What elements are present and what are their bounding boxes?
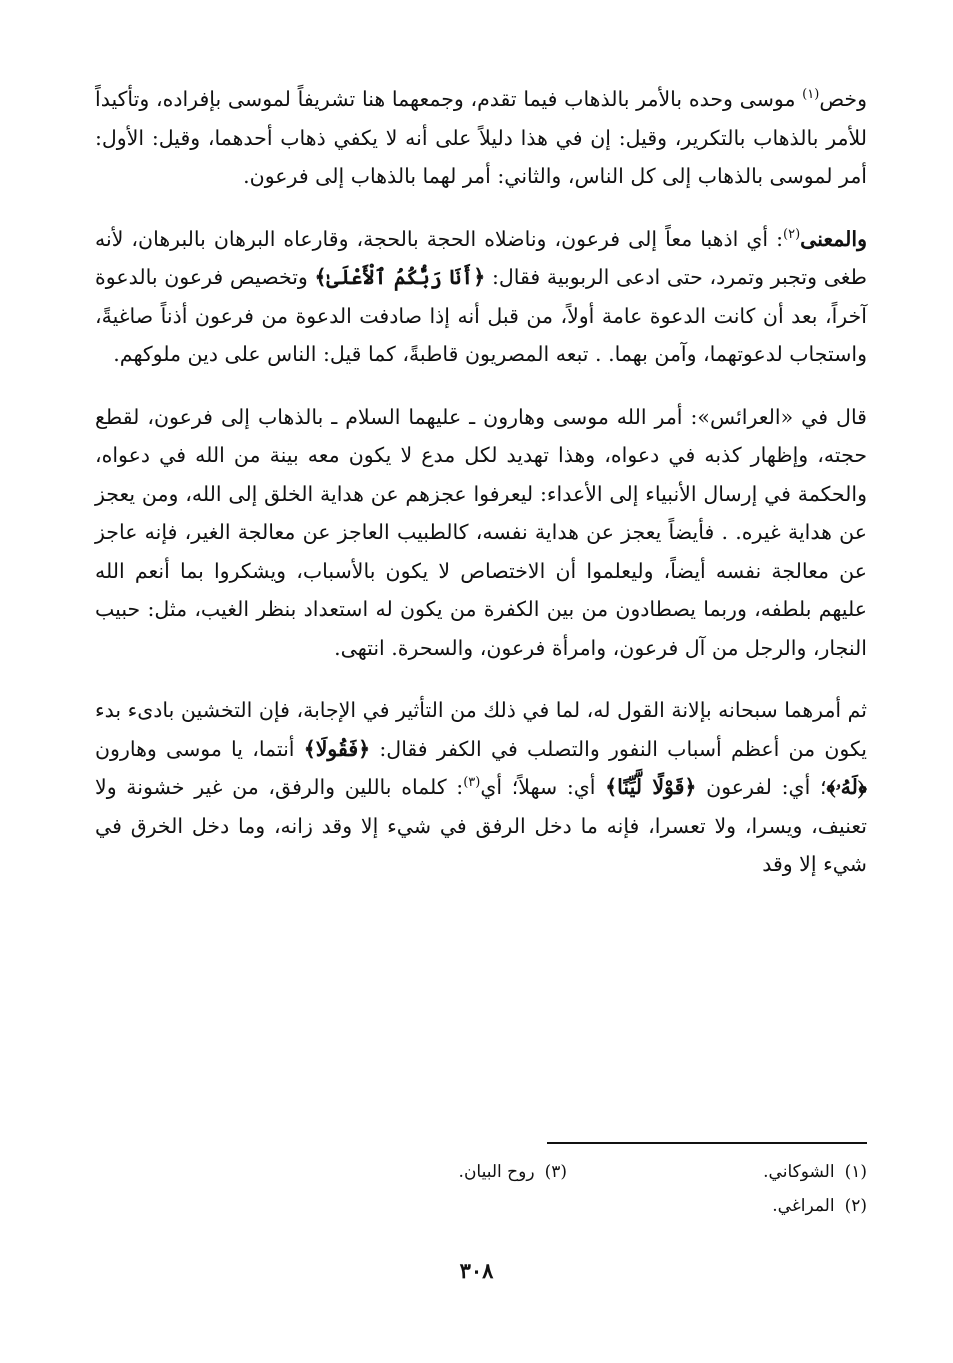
paragraph-1-text: موسى وحده بالأمر بالذهاب فيما تقدم، وجمعهما هنا تشريفاً لموسى بإفراده، وتأكيداً للأمر بالذهاب بالتكرير، وقيل: إن في هذا دليلاً على أنه لا يكفي ذهاب أحدهما، وقيل: الأول: أمر لموسى بالذهاب إلى كل الناس، والثاني: أمر لهما بالذهاب إلى فرعون. [95,87,867,188]
footnote-3-number: (٣) [544,1162,567,1182]
footnote-1-number: (١) [844,1162,867,1182]
footnote-row-1 [95,1155,867,1189]
footnote-3-text: روح البيان. [458,1162,535,1182]
paragraph-4-text-e: : كلماه باللين والرفق، من غير خشونة ولا تعنيف، ويسرا، ولا تعسرا، فإنه ما دخل الرفق في شيء إلا وقد زانه، وما دخل الخرق في شيء إلا وقد [95,775,867,876]
quran-quote-1: ﴿أَنَا رَبُّكُمُ ٱلْأَعْلَىٰ﴾ [314,265,486,289]
paragraph-1-lead: وخص [819,87,867,111]
paragraph-4-text-d: أي: سهلاً؛ أي [480,775,606,799]
page-number: ٣٠٨ [459,1258,494,1283]
paragraph-3-text: قال في «العرائس»: أمر الله موسى وهارون ـ عليهما السلام ـ بالذهاب إلى فرعون، لقطع حجته، وإظهار كذبه في دعواه، وهذا تهديد لكل مدع لا يكون معه بينة من الله في دعواه، والحكمة في إرسال الأنبياء إلى الأعداء: ليعرفوا عجزهم عن هداية الخلق إلى الله، ومن يعجز عن هداية غيره. . فأيضاً يعجز عن هداية نفسه، كالطبيب العاجز عن معالجة الغير، فإنه عاجز عن معالجة نفسه أيضاً، وليعلموا أن الاختصاص لا يكون بالأسباب، ويشكروا بما أنعم الله عليهم بلطفه، وربما يصطادون من بين الكفرة من يكون له استعداد بنظر الغيب، مثل: حبيب النجار، والرجل من آل فرعون، وامرأة فرعون، والسحرة. انتهى. [95,404,867,660]
paragraph-4-text-c: ؛ أي: لفرعون [696,775,827,799]
paragraph-4-text-a: ثم أمرهما سبحانه بإلانة القول له، لما في ذلك من التأثير في الإجابة، فإن التخشين بادىء بدء يكون من أعظم أسباب النفور والتصلب في الكفر فقال: [95,698,867,761]
footnote-2-text: المراغي. [772,1196,835,1216]
quran-quote-4: ﴿قَوْلًا لَّيِّنًا﴾ [605,775,697,799]
footnote-1 [567,1155,867,1189]
quran-quote-2: ﴿فَقُولَا﴾ [303,736,371,761]
footnote-ref-2[interactable]: (٢) [783,226,801,242]
footnote-2-number: (٢) [844,1196,867,1216]
footnote-1-text: الشوكاني. [763,1162,835,1182]
paragraph-4 [95,691,867,884]
footnote-2 [567,1189,867,1223]
paragraph-3 [95,398,867,668]
paragraph-4-text-b: أنتما، يا موسى وهارون [95,736,304,761]
paragraph-1 [95,80,867,196]
footnote-3 [267,1155,567,1189]
footnote-ref-3[interactable]: (٣) [463,775,481,791]
paragraph-2-lead: والمعنى [800,226,867,251]
paragraph-2 [95,220,867,374]
footnote-separator [547,1142,867,1144]
quran-quote-3: ﴿لَهُۥ﴾ [826,775,867,799]
footnote-row-2 [95,1189,867,1223]
footnotes [95,1155,867,1223]
footnote-ref-1[interactable]: (١) [802,87,820,103]
paragraph-2-text-b: وتخصيص فرعون بالدعوة آخراً، بعد أن كانت الدعوة عامة أولاً، من قبل أنه إذا صادفت الدعوة من فرعون أذناً صاغيةً، واستجاب لدعوتهما، وآمن بهما. . تبعه المصريون قاطبةً، كما قيل: الناس على دين ملوكهم. [95,265,867,366]
page-body [95,80,867,908]
paragraph-2-text-a: : أي اذهبا معاً إلى فرعون، وناضلاه الحجة بالحجة، وقارعاه البرهان بالبرهان، لأنه طغى وتجبر وتمرد، حتى ادعى الربوبية فقال: [95,226,867,289]
